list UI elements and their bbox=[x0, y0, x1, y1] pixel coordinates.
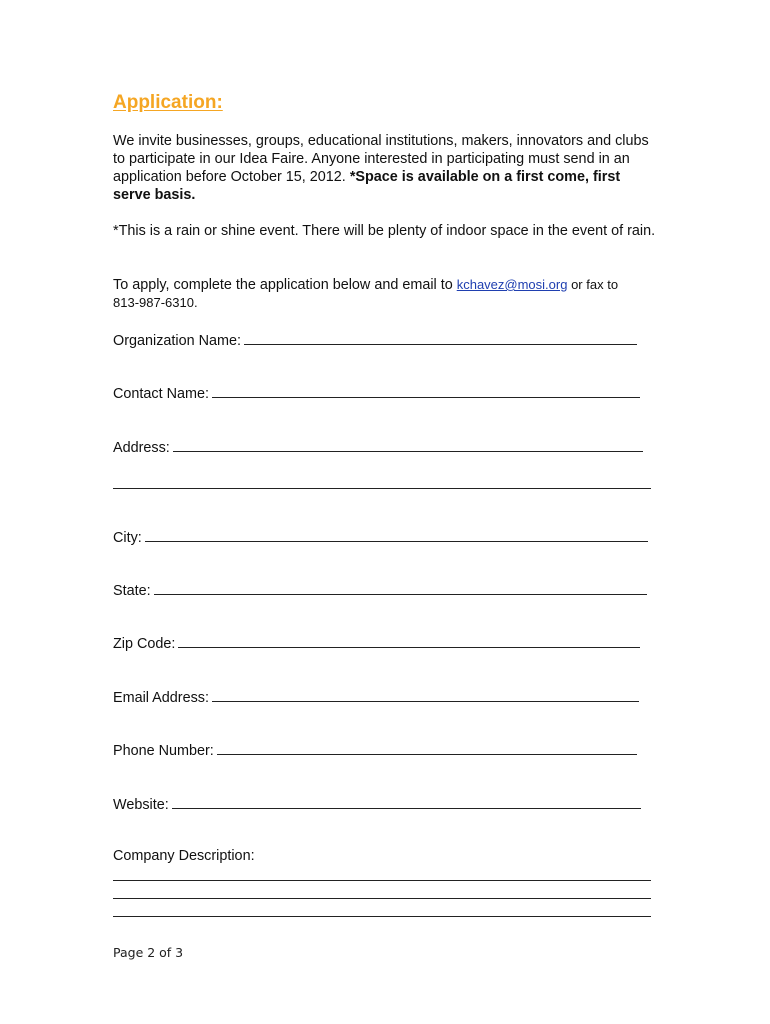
email-label: Email Address: bbox=[113, 690, 209, 706]
city-field[interactable] bbox=[113, 527, 648, 547]
zip-field[interactable] bbox=[113, 633, 640, 653]
state-input-line[interactable] bbox=[154, 580, 647, 595]
address-label: Address: bbox=[113, 440, 170, 456]
apply-paragraph bbox=[113, 276, 661, 312]
zip-input-line[interactable] bbox=[178, 633, 640, 648]
phone-label: Phone Number: bbox=[113, 743, 214, 759]
state-label: State: bbox=[113, 583, 151, 599]
intro-bold-note: *Space is available on a first come, first serve basis. bbox=[113, 169, 621, 203]
zip-label: Zip Code: bbox=[113, 636, 176, 652]
rain-note-paragraph: *This is a rain or shine event. There will be plenty of indoor space in the event of rain. bbox=[113, 223, 656, 239]
email-input-line[interactable] bbox=[212, 687, 639, 702]
address-second-line[interactable] bbox=[113, 488, 651, 489]
email-link[interactable]: kchavez@mosi.org bbox=[456, 277, 568, 292]
organization-field[interactable] bbox=[113, 330, 637, 350]
contact-label: Contact Name: bbox=[113, 386, 209, 402]
address-input-line[interactable] bbox=[173, 437, 643, 452]
description-line-3[interactable] bbox=[113, 916, 651, 917]
fax-number: 813-987-6310. bbox=[113, 295, 198, 310]
intro-paragraph bbox=[113, 132, 661, 204]
description-line-2[interactable] bbox=[113, 898, 651, 899]
application-heading: Application: bbox=[113, 92, 223, 113]
organization-input-line[interactable] bbox=[244, 330, 637, 345]
state-field[interactable] bbox=[113, 580, 647, 600]
organization-label: Organization Name: bbox=[113, 333, 241, 349]
website-label: Website: bbox=[113, 797, 169, 813]
apply-fax-text: or fax to bbox=[567, 277, 619, 292]
apply-text: To apply, complete the application below and email to bbox=[113, 277, 457, 293]
city-input-line[interactable] bbox=[145, 527, 648, 542]
contact-input-line[interactable] bbox=[212, 383, 640, 398]
phone-input-line[interactable] bbox=[217, 740, 637, 755]
contact-field[interactable] bbox=[113, 383, 640, 403]
description-field bbox=[113, 847, 255, 865]
address-field[interactable] bbox=[113, 437, 643, 457]
city-label: City: bbox=[113, 530, 142, 546]
website-input-line[interactable] bbox=[172, 794, 641, 809]
website-field[interactable] bbox=[113, 794, 641, 814]
description-label: Company Description: bbox=[113, 848, 255, 864]
phone-field[interactable] bbox=[113, 740, 637, 760]
description-line-1[interactable] bbox=[113, 880, 651, 881]
intro-text: We invite businesses, groups, educational institutions, makers, innovators and clubs to participate in our Idea Faire. Anyone interested in participating must send in an application before October 15, 2012. bbox=[113, 133, 649, 185]
page-number: Page 2 of 3 bbox=[113, 945, 184, 960]
email-field[interactable] bbox=[113, 687, 639, 707]
